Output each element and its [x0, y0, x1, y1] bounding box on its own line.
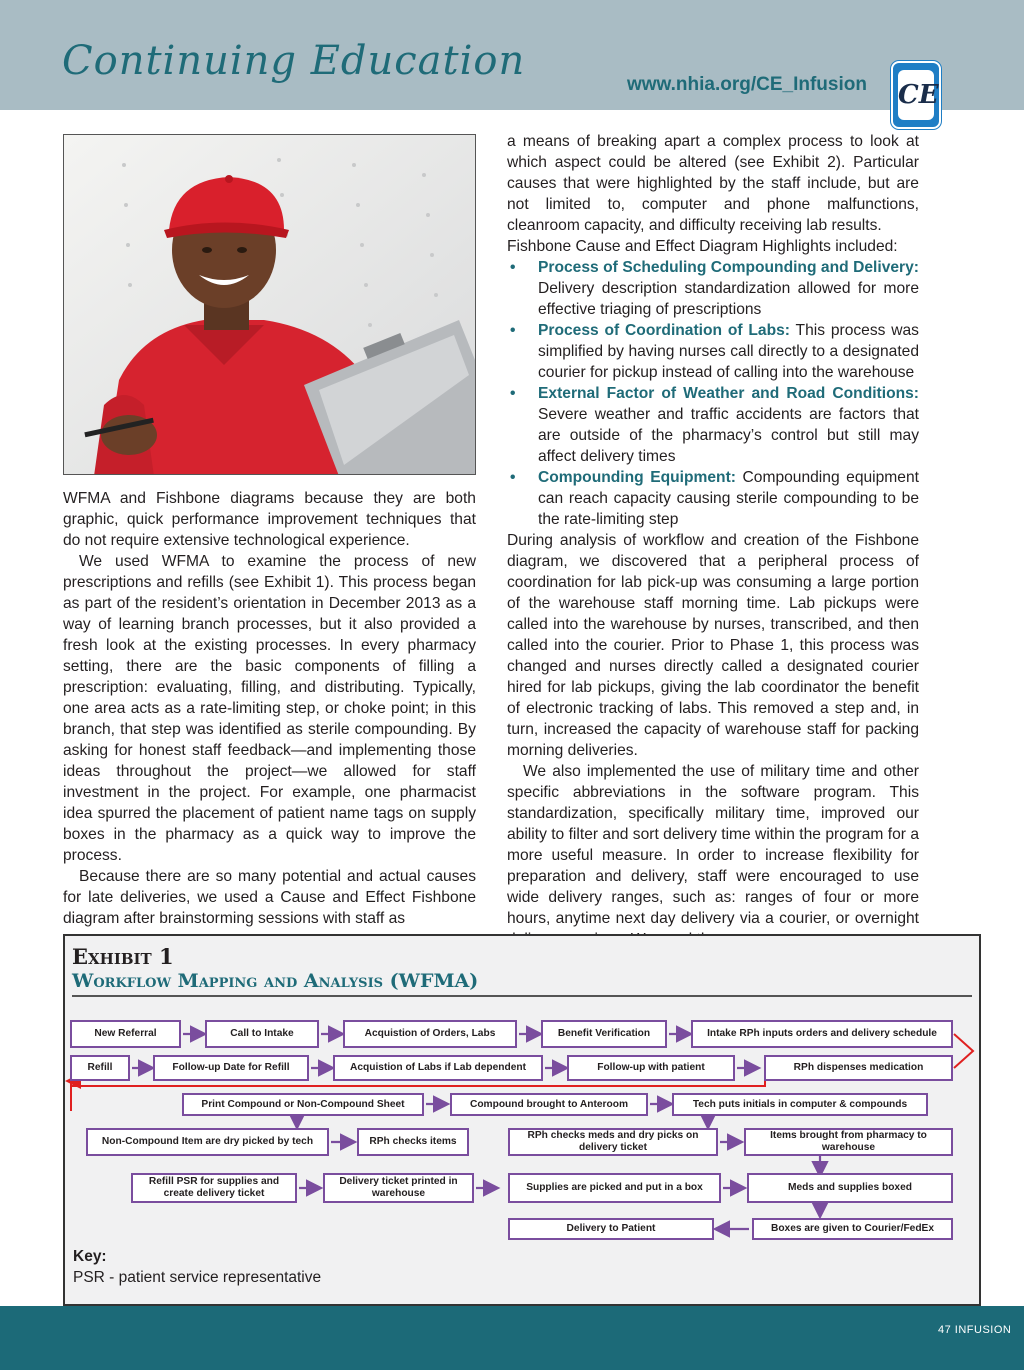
flow-box-tech-puts-initials: Tech puts initials in computer & compounds	[672, 1093, 928, 1116]
flow-box-boxes-to-courier: Boxes are given to Courier/FedEx	[752, 1218, 953, 1240]
bullet: •	[510, 385, 516, 402]
flow-box-items-brought-to-warehouse: Items brought from pharmacy to warehouse	[744, 1128, 953, 1156]
section-title: Continuing Education	[62, 38, 526, 84]
page-footer	[0, 1306, 1024, 1370]
left-paragraph-1: WFMA and Fishbone diagrams because they are both graphic, quick performance improvement techniques that do not require extensive technological experience.	[63, 490, 476, 549]
list-item-title: External Factor of Weather and Road Conditions:	[538, 385, 919, 402]
flow-box-benefit-verification: Benefit Verification	[541, 1020, 667, 1048]
flow-box-print-compound-sheet: Print Compound or Non-Compound Sheet	[182, 1093, 424, 1116]
flow-box-follow-up-patient: Follow-up with patient	[567, 1055, 735, 1081]
exhibit-title: Exhibit 1	[72, 944, 174, 969]
flow-box-delivery-to-patient: Delivery to Patient	[508, 1218, 714, 1240]
left-paragraph-2: We used WFMA to examine the process of new prescriptions and refills (see Exhibit 1). This process began as part of the resident’s orientation in December 2013 as a way of learning branch processes, but it also provided a fresh look at the existing processes. In every pharmacy setting, there are the basic components of filling a prescription: evaluating, filling, and distributing. Typically, one area acts as a rate-limiting step, or choke point; in this branch, that step was identified as sterile compounding. By asking for honest staff feedback—and implementing those ideas throughout the project—we allowed for staff investment in the project. For example, one pharmacist idea spurred the placement of patient name tags on supply boxes in the pharmacy as a quick way to improve the process.	[63, 553, 476, 864]
right-paragraph-2: We also implemented the use of military time and other specific abbreviations in the software program. This standardization, specifically military time, improved our ability to filter and sort delivery time within the program for a more useful measure. In order to increase flexibility for preparation and delivery, staff were encouraged to use wide delivery ranges, such as: ranges of four or more hours, anytime next day delivery via a courier, or overnight	[507, 763, 919, 927]
right-intro-paragraph: a means of breaking apart a complex process to look at which aspect could be altered (see Exhibit 2). Particular causes that were highlighted by the staff include, but are not limited to, computer and phone malfunctions, cleanroom capacity, and difficulty receiving lab results.	[507, 133, 919, 234]
flow-box-rph-checks-items: RPh checks items	[357, 1128, 469, 1156]
page-number: 47 INFUSION	[938, 1324, 1012, 1336]
key-text: PSR - patient service representative	[73, 1269, 322, 1286]
flow-box-delivery-ticket-printed: Delivery ticket printed in warehouse	[323, 1173, 474, 1203]
page-header	[0, 0, 1024, 110]
ce-logo-text: CE	[898, 70, 934, 120]
flow-box-follow-up-date-refill: Follow-up Date for Refill	[153, 1055, 309, 1081]
left-column-text	[63, 488, 476, 929]
flow-box-call-to-intake: Call to Intake	[205, 1020, 319, 1048]
right-column-lower-text	[507, 530, 919, 950]
list-item-text: Compounding equipment can reach capacity causing sterile compounding to be the rate-limiting step	[538, 469, 919, 528]
flow-box-rph-checks-meds-dry-picks: RPh checks meds and dry picks on delivery ticket	[508, 1128, 718, 1156]
list-item-title: Process of Scheduling Compounding and Delivery:	[538, 259, 919, 276]
flow-box-rph-dispenses: RPh dispenses medication	[764, 1055, 953, 1081]
list-item-text: Delivery description standardization allowed for more effective triaging of prescriptions	[538, 280, 919, 318]
flow-box-refill: Refill	[70, 1055, 130, 1081]
exhibit-1	[63, 934, 981, 1306]
ce-url-link[interactable]: www.nhia.org/CE_Infusion	[627, 74, 867, 95]
flow-box-meds-supplies-boxed: Meds and supplies boxed	[747, 1173, 953, 1203]
bullet: •	[510, 469, 516, 486]
flow-box-intake-rph-inputs: Intake RPh inputs orders and delivery schedule	[691, 1020, 953, 1048]
list-item-text: Severe weather and traffic accidents are factors that are outside of the pharmacy’s control but still may affect delivery times	[538, 406, 919, 465]
list-heading: Fishbone Cause and Effect Diagram Highlights included:	[507, 238, 898, 255]
list-item-title: Compounding Equipment:	[538, 469, 736, 486]
list-item	[507, 467, 919, 530]
exhibit-subtitle: Workflow Mapping and Analysis (WFMA)	[72, 970, 479, 992]
flow-box-compound-to-anteroom: Compound brought to Anteroom	[450, 1093, 648, 1116]
flow-box-acquisition-labs-if-dependent: Acquistion of Labs if Lab dependent	[333, 1055, 543, 1081]
flow-box-new-referral: New Referral	[70, 1020, 181, 1048]
bullet: •	[510, 322, 516, 339]
delivery-man-photo	[63, 134, 476, 475]
right-column-text	[507, 131, 919, 530]
bullet: •	[510, 259, 516, 276]
delivery-man-illustration	[64, 135, 476, 475]
left-paragraph-3: Because there are so many potential and actual causes for late deliveries, we used a Cause and Effect Fishbone diagram after brainstorming sessions with staff as	[63, 868, 476, 927]
workflow-connectors	[65, 936, 983, 1308]
fishbone-highlights-list	[507, 257, 919, 530]
list-item-title: Process of Coordination of Labs:	[538, 322, 790, 339]
flow-box-non-compound-dry-picked: Non-Compound Item are dry picked by tech	[86, 1128, 329, 1156]
right-paragraph-1: During analysis of workflow and creation of the Fishbone diagram, we discovered that a peripheral process of coordination for lab pick-up was consuming a large portion of the warehouse staff morning time. Lab pickups were called into the warehouse by nurses, transcribed, and then called into the courier. Prior to Phase 1, this process was changed and nurses directly called a designated courier hired for lab pickups, giving the lab coordinator the benefit of electronic tracking of labs. This removed a step and, in turn, increased the capacity of warehouse staff for packing morning deliveries.	[507, 532, 919, 759]
ce-logo	[891, 61, 941, 129]
list-item	[507, 383, 919, 467]
list-item	[507, 320, 919, 383]
flow-box-acquisition-orders-labs: Acquistion of Orders, Labs	[343, 1020, 517, 1048]
list-item	[507, 257, 919, 320]
list-item-text: This process was simplified by having nurses call directly to a designated courier for pickup instead of calling into the warehouse	[538, 322, 919, 381]
flow-box-refill-psr-supplies: Refill PSR for supplies and create delivery ticket	[131, 1173, 297, 1203]
key-label: Key:	[73, 1248, 107, 1265]
flow-box-supplies-picked-boxed: Supplies are picked and put in a box	[508, 1173, 721, 1203]
